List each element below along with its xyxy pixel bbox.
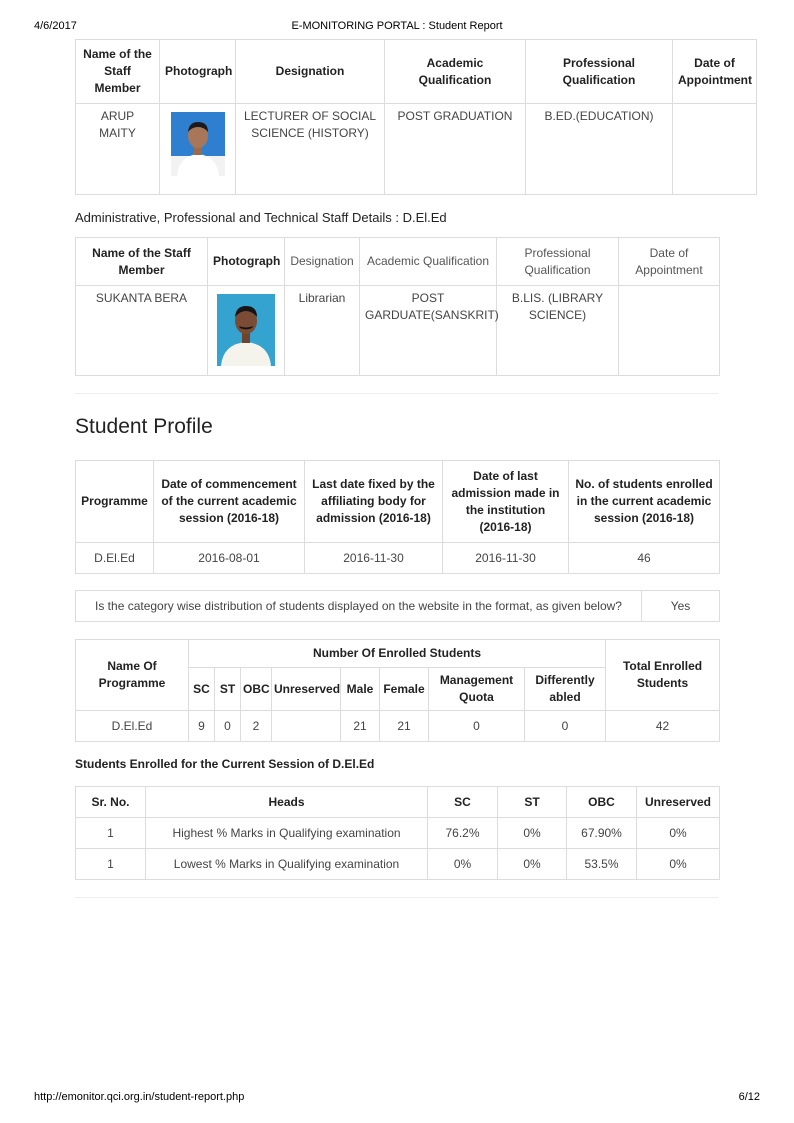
marks-obc: 67.90%	[567, 818, 637, 849]
enrolled-male: 21	[341, 711, 380, 742]
header-sr-no: Sr. No.	[76, 787, 146, 818]
table-row	[76, 543, 720, 574]
enrolled-differently-abled: 0	[525, 711, 606, 742]
staff-professional: B.ED.(EDUCATION)	[526, 104, 673, 195]
student-profile-table	[75, 460, 720, 574]
enrolled-female: 21	[380, 711, 429, 742]
header-last-date-fixed: Last date fixed by the affiliating body for admission (2016-18)	[305, 461, 443, 543]
category-answer: Yes	[642, 591, 720, 622]
print-header	[34, 20, 760, 34]
header-date-of-appointment: Date of Appointment	[673, 40, 757, 104]
header-last-admission-date: Date of last admission made in the institution (2016-18)	[443, 461, 569, 543]
header-photograph: Photograph	[208, 238, 285, 286]
header-differently-abled: Differently abled	[525, 668, 606, 711]
header-academic-qualification: Academic Qualification	[360, 238, 497, 286]
header-unreserved: Unreserved	[637, 787, 720, 818]
print-footer	[34, 1091, 760, 1105]
enrolled-students-table	[75, 639, 720, 742]
enrolled-st: 0	[215, 711, 241, 742]
header-programme: Programme	[76, 461, 154, 543]
header-enrolled-group: Number Of Enrolled Students	[189, 640, 606, 668]
marks-unreserved: 0%	[637, 818, 720, 849]
table-row	[76, 711, 720, 742]
marks-st: 0%	[498, 818, 567, 849]
header-date-of-appointment: Date of Appointment	[619, 238, 720, 286]
header-programme-name: Name Of Programme	[76, 640, 189, 711]
profile-commencement: 2016-08-01	[154, 543, 305, 574]
header-designation: Designation	[285, 238, 360, 286]
header-st: ST	[215, 668, 241, 711]
header-obc: OBC	[241, 668, 272, 711]
header-students-enrolled: No. of students enrolled in the current academic session (2016-18)	[569, 461, 720, 543]
header-male: Male	[341, 668, 380, 711]
divider	[75, 897, 719, 898]
enrolled-total: 42	[606, 711, 720, 742]
staff-designation: Librarian	[285, 286, 360, 376]
divider	[75, 393, 719, 394]
staff-designation: LECTURER OF SOCIAL SCIENCE (HISTORY)	[236, 104, 385, 195]
marks-sr-no: 1	[76, 849, 146, 880]
header-professional-qualification: Professional Qualification	[526, 40, 673, 104]
header-designation: Designation	[236, 40, 385, 104]
staff-professional: B.LIS. (LIBRARY SCIENCE)	[497, 286, 619, 376]
marks-sc: 0%	[428, 849, 498, 880]
header-sc: SC	[428, 787, 498, 818]
profile-last-admission: 2016-11-30	[443, 543, 569, 574]
header-commencement-date: Date of commencement of the current academic session (2016-18)	[154, 461, 305, 543]
header-staff-name: Name of the Staff Member	[76, 238, 208, 286]
staff-appointment	[673, 104, 757, 195]
staff-appointment	[619, 286, 720, 376]
header-staff-name: Name of the Staff Member	[76, 40, 160, 104]
marks-sr-no: 1	[76, 818, 146, 849]
enrolled-obc: 2	[241, 711, 272, 742]
profile-enrolled-count: 46	[569, 543, 720, 574]
admin-staff-title: Administrative, Professional and Technical Staff Details : D.El.Ed	[75, 210, 447, 225]
profile-programme: D.El.Ed	[76, 543, 154, 574]
enrolled-unreserved	[272, 711, 341, 742]
marks-st: 0%	[498, 849, 567, 880]
header-professional-qualification: Professional Qualification	[497, 238, 619, 286]
marks-table-title: Students Enrolled for the Current Session of D.El.Ed	[75, 757, 375, 771]
table-row	[76, 104, 757, 195]
profile-last-date: 2016-11-30	[305, 543, 443, 574]
header-heads: Heads	[146, 787, 428, 818]
table-row	[76, 849, 720, 880]
admin-staff-table	[75, 237, 720, 376]
enrolled-management-quota: 0	[429, 711, 525, 742]
header-obc: OBC	[567, 787, 637, 818]
header-sc: SC	[189, 668, 215, 711]
person-photo-icon	[217, 294, 275, 366]
table-row	[76, 818, 720, 849]
header-female: Female	[380, 668, 429, 711]
marks-unreserved: 0%	[637, 849, 720, 880]
header-academic-qualification: Academic Qualification	[385, 40, 526, 104]
print-url: http://emonitor.qci.org.in/student-report.php	[34, 1091, 245, 1103]
staff-name: SUKANTA BERA	[76, 286, 208, 376]
print-title: E-MONITORING PORTAL : Student Report	[291, 20, 503, 32]
page-number: 6/12	[738, 1091, 760, 1103]
enrolled-sc: 9	[189, 711, 215, 742]
header-photograph: Photograph	[160, 40, 236, 104]
photo-cell	[160, 104, 236, 195]
marks-head: Lowest % Marks in Qualifying examination	[146, 849, 428, 880]
category-question-table	[75, 590, 720, 622]
staff-academic: POST GRADUATION	[385, 104, 526, 195]
photo-cell	[208, 286, 285, 376]
header-total-enrolled: Total Enrolled Students	[606, 640, 720, 711]
marks-obc: 53.5%	[567, 849, 637, 880]
staff-academic: POST GARDUATE(SANSKRIT)	[360, 286, 497, 376]
header-management-quota: Management Quota	[429, 668, 525, 711]
marks-table	[75, 786, 720, 880]
print-date: 4/6/2017	[34, 20, 77, 32]
category-question: Is the category wise distribution of students displayed on the website in the format, as given below?	[76, 591, 642, 622]
enrolled-programme: D.El.Ed	[76, 711, 189, 742]
staff-name: ARUP MAITY	[76, 104, 160, 195]
marks-sc: 76.2%	[428, 818, 498, 849]
person-photo-icon	[171, 112, 225, 176]
table-row	[76, 286, 720, 376]
header-st: ST	[498, 787, 567, 818]
staff-table	[75, 39, 757, 195]
marks-head: Highest % Marks in Qualifying examination	[146, 818, 428, 849]
student-profile-heading: Student Profile	[75, 415, 213, 438]
header-unreserved: Unreserved	[272, 668, 341, 711]
